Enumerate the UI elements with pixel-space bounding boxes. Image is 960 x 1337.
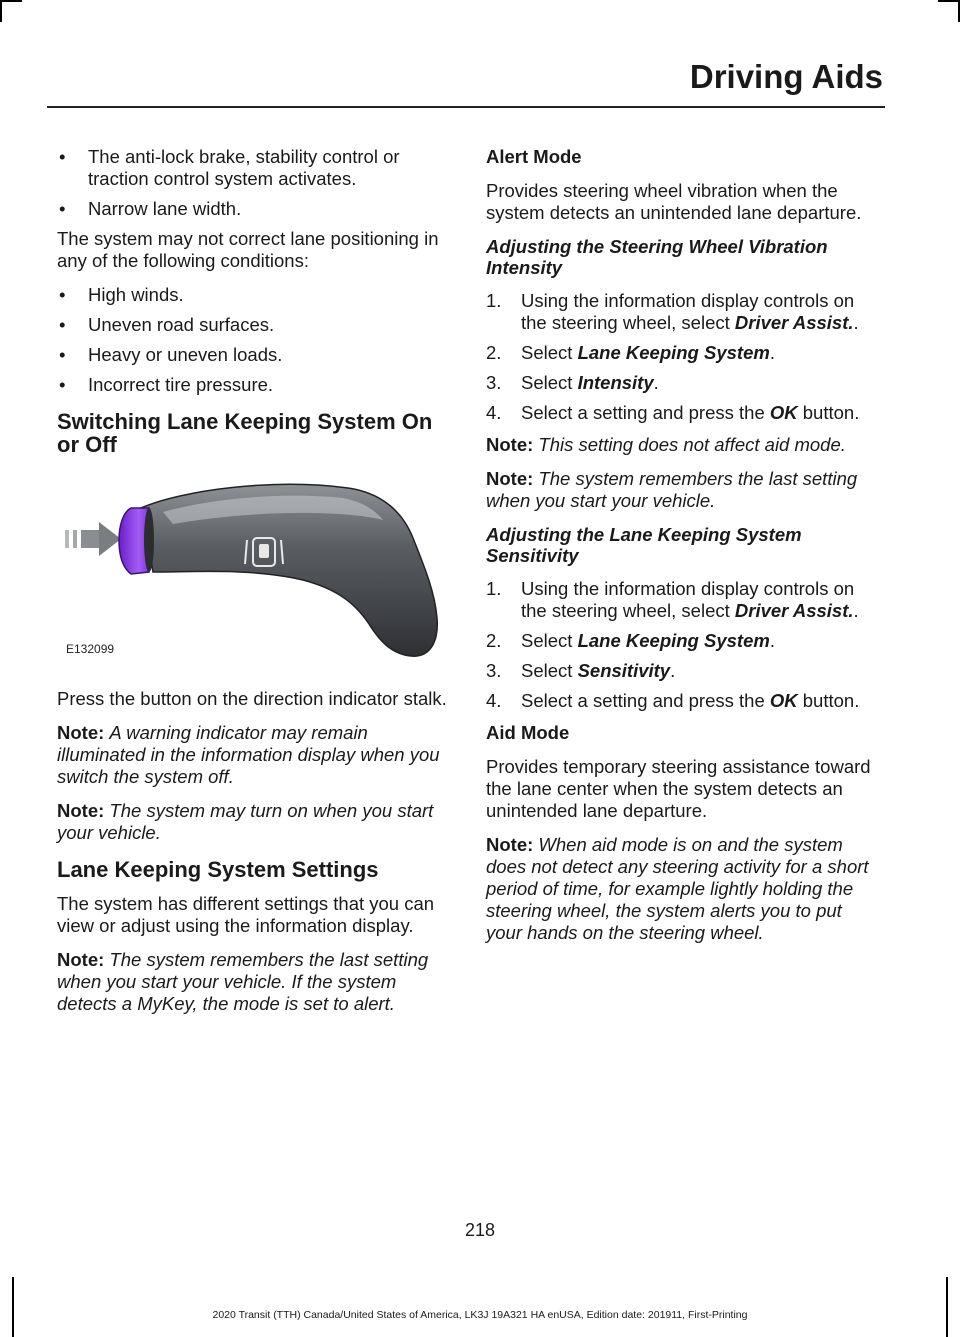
list-item: • Heavy or uneven loads. (57, 344, 451, 366)
crop-mark-bottom-right (946, 1277, 948, 1337)
figure-code: E132099 (66, 642, 115, 656)
step-item: 1. Using the information display controls on the steering wheel, select Driver Assist.. (486, 290, 859, 333)
sensitivity-steps (486, 578, 880, 712)
note-mykey: Note: The system remembers the last setting when you start your vehicle. If the system detects a MyKey, the mode is set to alert. (57, 949, 429, 1014)
aid-mode-heading: Aid Mode (486, 722, 570, 743)
settings-text: The system has different settings that you can view or adjust using the information display. (57, 893, 435, 936)
crop-mark-top-left (0, 0, 2, 22)
section-heading-switch: Switching Lane Keeping System On or Off (57, 409, 433, 457)
step-item: 3. Select Sensitivity. (486, 660, 676, 681)
right-column (486, 146, 880, 956)
press-instruction: Press the button on the direction indicator stalk. (57, 688, 447, 709)
aid-mode-text: Provides temporary steering assistance toward the lane center when the system detects an unintended lane departure. (486, 756, 871, 821)
sensitivity-heading: Adjusting the Lane Keeping System Sensitivity (486, 524, 802, 566)
note-hands: Note: When aid mode is on and the system does not detect any steering activity for a short period of time, for example lightly holding the steering wheel, the system alerts you to put your hands on the steering wheel. (486, 834, 869, 943)
step-item: 3. Select Intensity. (486, 372, 659, 393)
step-item: 2. Select Lane Keeping System. (486, 342, 775, 363)
step-item: 4. Select a setting and press the OK button. (486, 402, 860, 423)
section-heading-settings: Lane Keeping System Settings (57, 857, 379, 882)
bullet-list-conditions (57, 284, 451, 396)
alert-mode-heading: Alert Mode (486, 146, 582, 167)
step-item: 1. Using the information display controls on the steering wheel, select Driver Assist.. (486, 578, 859, 621)
list-item: • The anti-lock brake, stability control or traction control system activates. (57, 146, 451, 190)
page-title: Driving Aids (689, 58, 883, 95)
crop-mark-bottom-left (12, 1277, 14, 1337)
footer-edition: 2020 Transit (TTH) Canada/United States of America, LK3J 19A321 HA enUSA, Edition date: 201911, First-Printing (212, 1309, 748, 1321)
crop-mark-top-right-h (938, 0, 960, 2)
note-remember: Note: The system remembers the last setting when you start your vehicle. (486, 468, 858, 511)
step-item: 4. Select a setting and press the OK button. (486, 690, 860, 711)
note-warning-indicator: Note: A warning indicator may remain illuminated in the information display when you switch the system off. (57, 722, 440, 787)
left-column (57, 146, 451, 1027)
step-item: 2. Select Lane Keeping System. (486, 630, 775, 651)
list-item: • Narrow lane width. (57, 198, 451, 220)
conditions-intro: The system may not correct lane positioning in any of the following conditions: (57, 228, 439, 271)
page-header (0, 58, 883, 96)
alert-mode-text: Provides steering wheel vibration when the system detects an unintended lane departure. (486, 180, 862, 223)
header-rule (47, 106, 885, 108)
page-number: 218 (464, 1220, 496, 1240)
vibration-steps (486, 290, 880, 424)
note-aid-mode: Note: This setting does not affect aid mode. (486, 434, 846, 455)
press-arrow-icon (65, 522, 121, 556)
bullet-list-deactivation (57, 146, 451, 220)
note-turn-on: Note: The system may turn on when you start your vehicle. (57, 800, 434, 843)
list-item: • High winds. (57, 284, 451, 306)
stalk-figure (53, 468, 447, 674)
vibration-heading: Adjusting the Steering Wheel Vibration Intensity (486, 236, 828, 278)
crop-mark-top-left-h (0, 0, 22, 2)
list-item: • Incorrect tire pressure. (57, 374, 451, 396)
list-item: • Uneven road surfaces. (57, 314, 451, 336)
